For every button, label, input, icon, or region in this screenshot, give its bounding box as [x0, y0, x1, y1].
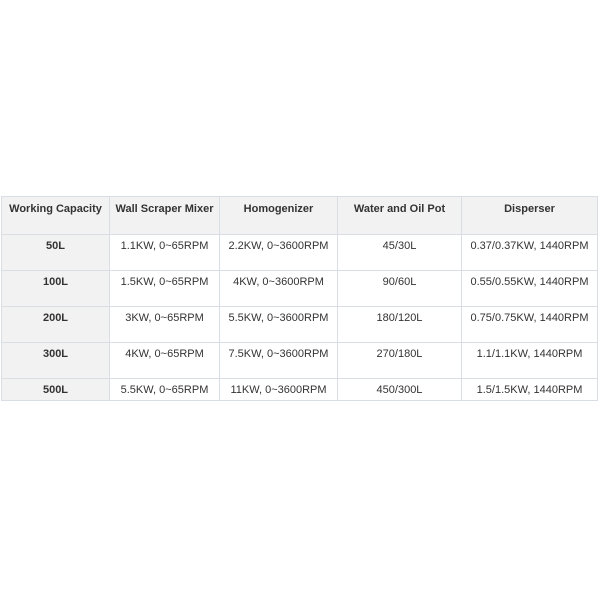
- header-water-and-oil-pot: Water and Oil Pot: [338, 197, 462, 235]
- scraper-cell: 3KW, 0~65RPM: [110, 307, 220, 343]
- pot-cell: 180/120L: [338, 307, 462, 343]
- table-row: [2, 271, 598, 307]
- header-disperser: Disperser: [462, 197, 598, 235]
- pot-cell: 90/60L: [338, 271, 462, 307]
- table-row: [2, 379, 598, 401]
- capacity-cell: 500L: [2, 379, 110, 401]
- pot-cell: 450/300L: [338, 379, 462, 401]
- homogenizer-cell: 7.5KW, 0~3600RPM: [220, 343, 338, 379]
- table-row: [2, 235, 598, 271]
- homogenizer-cell: 5.5KW, 0~3600RPM: [220, 307, 338, 343]
- disperser-cell: 0.37/0.37KW, 1440RPM: [462, 235, 598, 271]
- table-row: [2, 343, 598, 379]
- disperser-cell: 0.75/0.75KW, 1440RPM: [462, 307, 598, 343]
- table-header-row: [2, 197, 598, 235]
- spec-table: [1, 196, 598, 401]
- table-row: [2, 307, 598, 343]
- capacity-cell: 300L: [2, 343, 110, 379]
- header-wall-scraper-mixer: Wall Scraper Mixer: [110, 197, 220, 235]
- header-working-capacity: Working Capacity: [2, 197, 110, 235]
- scraper-cell: 5.5KW, 0~65RPM: [110, 379, 220, 401]
- pot-cell: 270/180L: [338, 343, 462, 379]
- capacity-cell: 100L: [2, 271, 110, 307]
- homogenizer-cell: 2.2KW, 0~3600RPM: [220, 235, 338, 271]
- homogenizer-cell: 11KW, 0~3600RPM: [220, 379, 338, 401]
- disperser-cell: 1.1/1.1KW, 1440RPM: [462, 343, 598, 379]
- disperser-cell: 0.55/0.55KW, 1440RPM: [462, 271, 598, 307]
- disperser-cell: 1.5/1.5KW, 1440RPM: [462, 379, 598, 401]
- capacity-cell: 200L: [2, 307, 110, 343]
- scraper-cell: 4KW, 0~65RPM: [110, 343, 220, 379]
- capacity-cell: 50L: [2, 235, 110, 271]
- scraper-cell: 1.1KW, 0~65RPM: [110, 235, 220, 271]
- pot-cell: 45/30L: [338, 235, 462, 271]
- homogenizer-cell: 4KW, 0~3600RPM: [220, 271, 338, 307]
- scraper-cell: 1.5KW, 0~65RPM: [110, 271, 220, 307]
- header-homogenizer: Homogenizer: [220, 197, 338, 235]
